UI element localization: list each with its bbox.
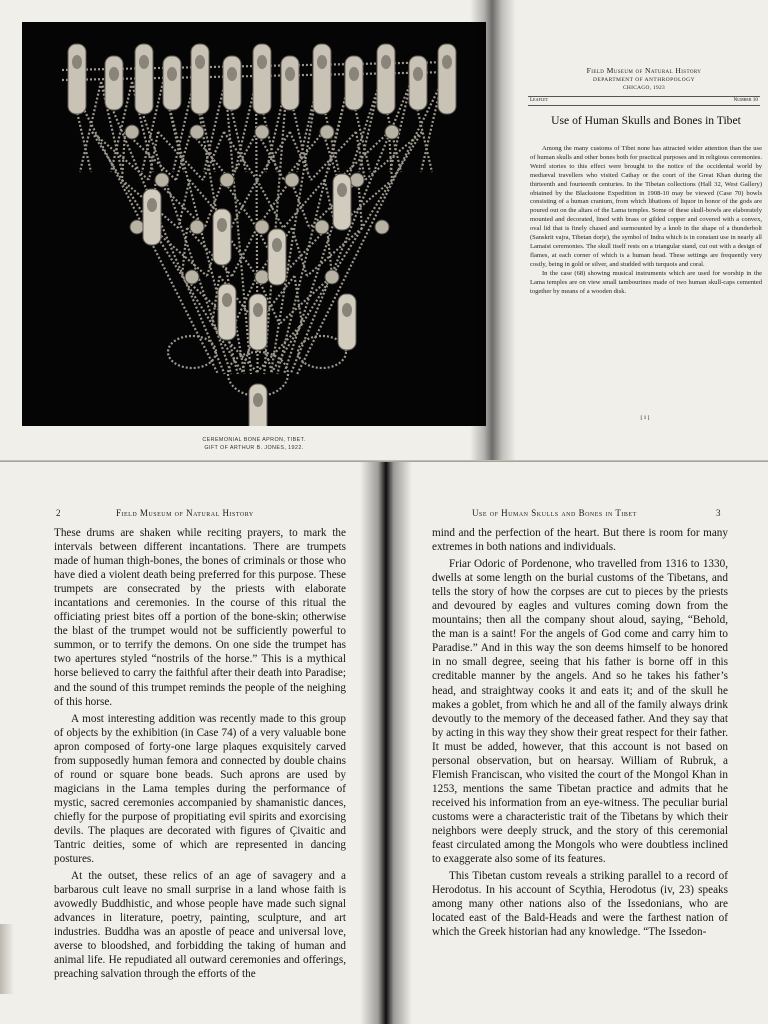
leaflet-rule-bottom — [528, 105, 760, 106]
leaflet-rule-top — [528, 96, 760, 97]
plaque-figure — [317, 55, 327, 69]
bottom-gutter-shadow — [360, 462, 412, 1024]
leaflet-label: Leaflet — [530, 97, 549, 103]
top-book-spread — [0, 0, 768, 462]
left-page-number: 2 — [56, 508, 61, 518]
leaflet-department: DEPARTMENT OF ANTHROPOLOGY — [593, 77, 695, 83]
bead-chain — [203, 132, 224, 180]
bone-rosette — [220, 173, 234, 187]
leaflet-museum-name: Field Museum of Natural History — [586, 66, 702, 75]
bone-rosette — [255, 220, 269, 234]
carved-bone-plaque — [143, 189, 161, 245]
plaque-figure — [167, 67, 177, 81]
carved-bone-plaque — [253, 44, 271, 114]
left-page-body — [54, 526, 346, 985]
plate-caption-credit: GIFT OF ARTHUR B. JONES, 1922. — [204, 445, 304, 451]
carved-bone-plaque — [377, 44, 395, 114]
plaque-figure — [217, 218, 227, 232]
leaflet-paragraph: In the case (68) showing musical instruments which are used for worship in the Lama temples are on view small tambourines made of two human skull-caps cemented together by means of a wooden disk. — [530, 269, 762, 295]
bone-rosette — [350, 173, 364, 187]
bone-rosette — [190, 125, 204, 139]
bead-chain — [178, 180, 189, 228]
carved-bone-plaque — [135, 44, 153, 114]
leaflet-page — [522, 0, 768, 462]
right-paragraph: Friar Odoric of Pordenone, who travelled from 1316 to 1330, dwells at some length on the burial customs of the Tibetans, and tells the story of how the corpses are cut to pieces by the priests and devoured by eagles and vultures coming down from the mountains; then all the company shout aloud, saying, “Behold, the man is a saint! For the angels of God come and carry him to Paradise.” And in this way the son deems himself to be honored in no small degree, seeing that his father is borne off in this creditable manner by the angels. And so he takes his father’s head, and straightway cooks it and eats it; and of the skull he makes a goblet, from which he and all of the family always drink devoutly to the memory of the deceased father. And they say that by acting in this way they show their great respect for their father. It must be added, however, that this account is not based on personal observation, but on hearsay. William of Rubruk, a Flemish Franciscan, who visited the court of the Mongol Khan in 1253, mentions the same Tibetan practice and admits that he received his information from an eye-witness. The peculiar burial customs were a characteristic trait of the Tibetans by which their neighbors were deeply struck, and the story of this ceremonial feast circulated among the Mongols who were doubtless inclined to exaggerate also some of its features. — [432, 558, 728, 866]
left-paragraph: These drums are shaken while reciting prayers, to mark the intervals between different incantations. There are trumpets made of human thigh-bones, the bones of criminals or those who have died a violent death being preferred for this purpose. These trumpets are consecrated by the priests with elaborate incantations and ceremonies. In the course of this ritual the officiating priest bites off a portion of the bone-skin; otherwise the blast of the trumpet would not be sufficiently powerful to summon, or to terrify the demons. On one side the trumpet has two apertures styled “nostrils of the horse.” This is a mythical horse believed to carry the faithful after their death into Paradise; and the sound of this trumpet reminds the people of the neighing of this horse. — [54, 527, 347, 708]
bone-rosette — [125, 125, 139, 139]
plaque-figure — [147, 198, 157, 212]
carved-bone-plaque — [281, 56, 299, 110]
bead-chain — [92, 132, 149, 180]
right-paragraph: mind and the perfection of the heart. But there is room for many extremes in both nations and individuals. — [432, 527, 728, 554]
bead-chain — [230, 132, 257, 180]
plaque-figure — [337, 183, 347, 197]
right-page-number: 3 — [716, 508, 721, 518]
right-paragraph: This Tibetan custom reveals a striking parallel to a record of Herodotus. In his account of Scythia, Herodotus (iv, 23) speaks among many other nations also of the Issedonians, who are located east of the Bald-Heads and were the farthest nation of which the Greek historian had any knowledge. “The Issedon- — [432, 870, 728, 939]
bead-chain — [232, 228, 257, 276]
plaque-figure — [253, 393, 263, 407]
plaque-figure — [257, 55, 267, 69]
leaflet-number: Number 10 — [733, 97, 758, 103]
plaque-figure — [285, 67, 295, 81]
leaflet-body — [530, 145, 762, 296]
bone-rosette — [375, 220, 389, 234]
bone-rosette — [325, 270, 339, 284]
carved-bone-plaque — [213, 209, 231, 265]
bead-chain — [284, 82, 380, 374]
plaque-figure — [227, 67, 237, 81]
plaque-figure — [342, 303, 352, 317]
carved-bone-plaque — [409, 56, 427, 110]
bead-chain — [176, 132, 191, 180]
plaque-figure — [222, 293, 232, 307]
bead-chain — [101, 82, 225, 374]
carved-bone-plaque — [223, 56, 241, 110]
carved-bone-plaque — [438, 44, 456, 114]
carved-bone-plaque — [333, 174, 351, 230]
bottom-book-spread — [0, 462, 768, 1024]
bone-rosette — [255, 125, 269, 139]
plaque-figure — [195, 55, 205, 69]
bead-chain — [182, 276, 212, 324]
carved-bone-plaque — [345, 56, 363, 110]
carved-bone-plaque — [268, 229, 286, 285]
left-paragraph: At the outset, these relics of an age of savagery and a barbarous cult leave no small surprise in a land whose faith is avowedly Buddhistic, and whose people have made such signal advances in literature, poetry, painting, sculpture, and art industries. Buddha was an apostle of peace and universal love, averse to bloodshed, and forbidding the taking of human and animal life. He repudiated all outward ceremonies and offerings, preaching salvation through the efforts of the — [54, 870, 346, 981]
bead-chain — [392, 132, 422, 180]
plaque-figure — [139, 55, 149, 69]
plaque-figure — [442, 55, 452, 69]
bone-rosette — [255, 270, 269, 284]
carved-bone-plaque — [249, 294, 267, 350]
bead-chain — [302, 276, 332, 324]
bone-rosette — [315, 220, 329, 234]
bone-rosette — [130, 220, 144, 234]
right-page-body — [432, 526, 728, 942]
plate-caption-title: CEREMONIAL BONE APRON, TIBET. — [202, 437, 306, 443]
bone-apron-image — [22, 22, 486, 426]
right-running-head: Use of Human Skulls and Bones in Tibet — [472, 508, 637, 518]
left-running-head: Field Museum of Natural History — [116, 508, 254, 518]
leaflet-paragraph: Among the many customs of Tibet none has attracted wider attention than the use of human skulls and other bones both for practical purposes and in religious ceremonies. Weird stories to this effect were brought to the notice of the occidental world by mediæval travellers who visited Cathay or the court of the Great Khan during the thirteenth and fourteenth centuries. In the Tibetan collections (Hall 32, West Gallery) obtained by the Blackstone Expedition in 1908-10 may be viewed (Case 70) bowls consisting of a human cranium, from which libations of liquor in honor of the gods are poured out on the altars of the Lama temples. Some of these skull-bowls are elaborately mounted and decorated, lined with brass or gilded copper and covered with a convex, oval lid that is finely chased and surmounted by a knob in the shape of a thunderbolt (Sanskrit vajra, Tibetan dorje), the symbol of Indra which is in constant use in nearly all Lamaist ceremonies. The skull itself rests on a triangular stand, cut out with a design of flames, at each corner of which is a human head. These settings are frequently very costly, being in gold or silver, and studded with turquois and coral. — [530, 145, 762, 268]
bone-apron-photograph — [22, 22, 486, 426]
plaque-figure — [349, 67, 359, 81]
carved-bone-plaque — [68, 44, 86, 114]
bone-rosette — [190, 220, 204, 234]
bead-chain — [92, 132, 122, 180]
leaflet-city-year: CHICAGO, 1923 — [623, 85, 665, 91]
bone-rosette — [285, 173, 299, 187]
bead-loop — [168, 336, 216, 368]
leaflet-title: Use of Human Skulls and Bones in Tibet — [551, 114, 741, 127]
plaque-figure — [72, 55, 82, 69]
carved-bone-plaque — [163, 56, 181, 110]
bone-rosette — [320, 125, 334, 139]
plate-caption — [22, 436, 486, 452]
carved-bone-plaque — [218, 284, 236, 340]
bead-chain — [362, 180, 392, 228]
bone-rosette — [155, 173, 169, 187]
carved-bone-plaque — [313, 44, 331, 114]
plaque-figure — [253, 303, 263, 317]
plaque-figure — [109, 67, 119, 81]
leaflet-page-number: [ 1 ] — [640, 415, 650, 421]
plaque-figure — [413, 67, 423, 81]
plaque-figure — [272, 238, 282, 252]
left-paragraph: A most interesting addition was recently made to this group of objects by the exhibition (in Case 74) of a very valuable bone apron composed of forty-one large plaques exquisitely carved from supposedly human femora and connected by double chains of round or square bone beads. Such aprons are used by magicians in the Lama temples during the performance of mystic, sacred ceremonies accompanied by shamanistic dances, chiefly for the purpose of propitiating evil spirits and exorcising devils. The plaques are decorated with figures of Çivaitic and Tantric deities, some of which are represented in dancing postures. — [54, 712, 346, 866]
page-edge-shadow — [0, 924, 14, 994]
bone-rosette — [185, 270, 199, 284]
carved-bone-plaque — [191, 44, 209, 114]
carved-bone-plaque — [105, 56, 123, 110]
carved-bone-plaque — [338, 294, 356, 350]
plaque-figure — [381, 55, 391, 69]
bone-rosette — [385, 125, 399, 139]
